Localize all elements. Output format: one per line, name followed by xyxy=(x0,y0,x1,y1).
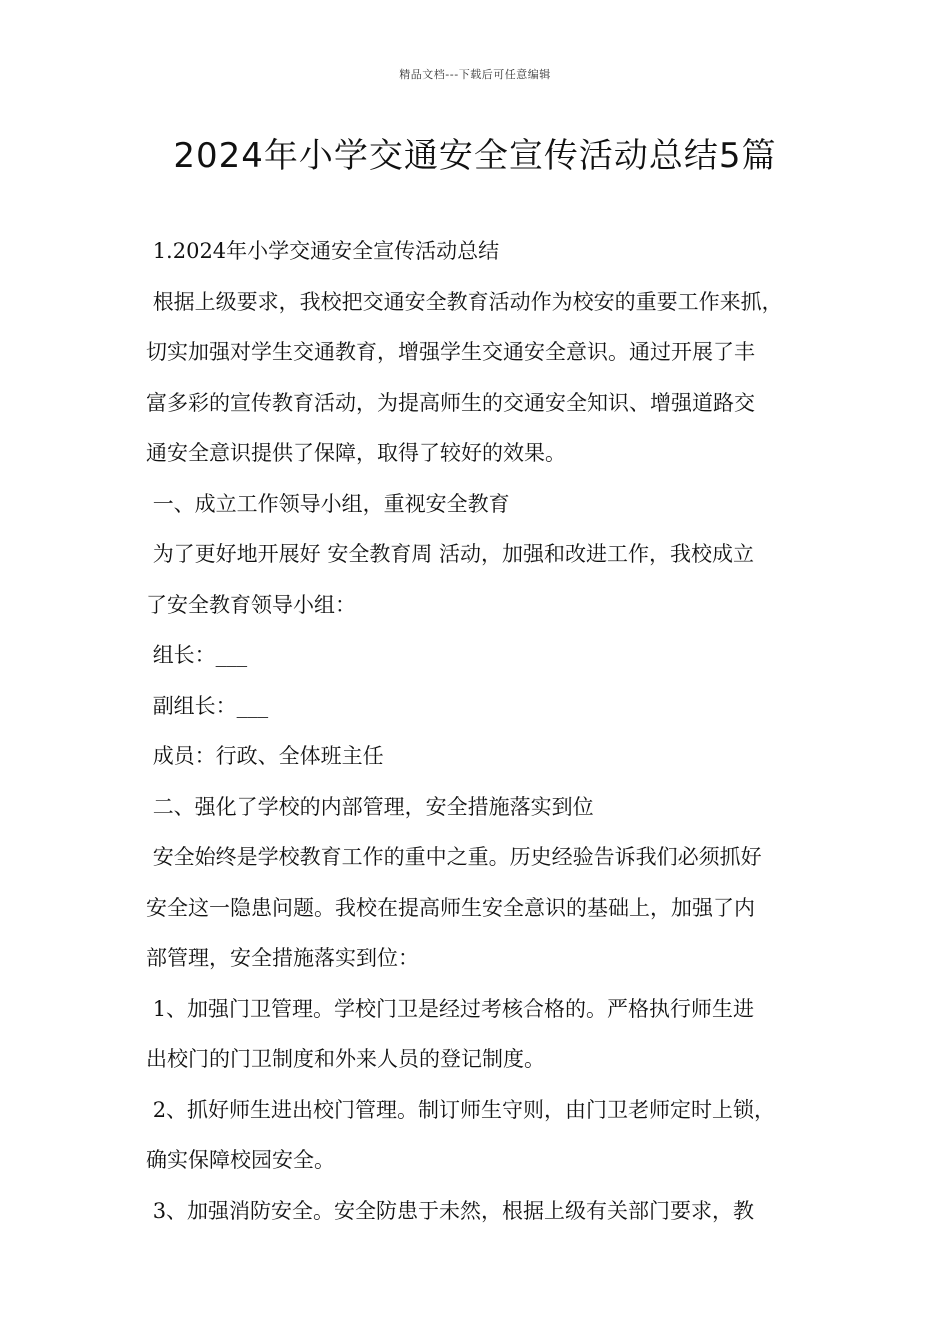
document-title: 2024年小学交通安全宣传活动总结5篇 xyxy=(173,136,777,176)
body-line: 一、成立工作领导小组，重视安全教育 xyxy=(146,491,510,516)
body-line: 组长：___ xyxy=(146,643,248,667)
body-line: 确实保障校园安全。 xyxy=(146,1148,335,1172)
body-line: 富多彩的宣传教育活动，为提高师生的交通安全知识、增强道路交 xyxy=(146,390,755,415)
body-line: 1、加强门卫管理。学校门卫是经过考核合格的。严格执行师生进 xyxy=(146,996,755,1021)
body-line: 安全始终是学校教育工作的重中之重。历史经验告诉我们必须抓好 xyxy=(146,845,762,869)
body-line: 安全这一隐患问题。我校在提高师生安全意识的基础上，加强了内 xyxy=(146,895,755,920)
body-line: 二、强化了学校的内部管理，安全措施落实到位 xyxy=(146,794,594,819)
body-line: 出校门的门卫制度和外来人员的登记制度。 xyxy=(146,1047,545,1071)
body-line: 了安全教育领导小组： xyxy=(146,592,356,617)
body-line: 副组长：___ xyxy=(146,693,269,718)
body-line: 2、抓好师生进出校门管理。制订师生守则，由门卫老师定时上锁， xyxy=(146,1097,776,1122)
body-line: 部管理，安全措施落实到位： xyxy=(146,946,419,970)
body-line: 1.2024年小学交通安全宣传活动总结 xyxy=(146,239,500,263)
body-line: 根据上级要求，我校把交通安全教育活动作为校安的重要工作来抓， xyxy=(146,289,783,314)
body-line: 通安全意识提供了保障，取得了较好的效果。 xyxy=(146,441,566,465)
header-note: 精品文档---下载后可任意编辑 xyxy=(399,68,551,81)
body-line: 成员：行政、全体班主任 xyxy=(146,744,384,768)
body-line: 3、加强消防安全。安全防患于未然，根据上级有关部门要求，教 xyxy=(146,1198,755,1223)
document-body xyxy=(146,226,826,1236)
body-line: 切实加强对学生交通教育，增强学生交通安全意识。通过开展了丰 xyxy=(146,340,755,364)
body-line: 为了更好地开展好 安全教育周 活动，加强和改进工作，我校成立 xyxy=(146,542,755,566)
